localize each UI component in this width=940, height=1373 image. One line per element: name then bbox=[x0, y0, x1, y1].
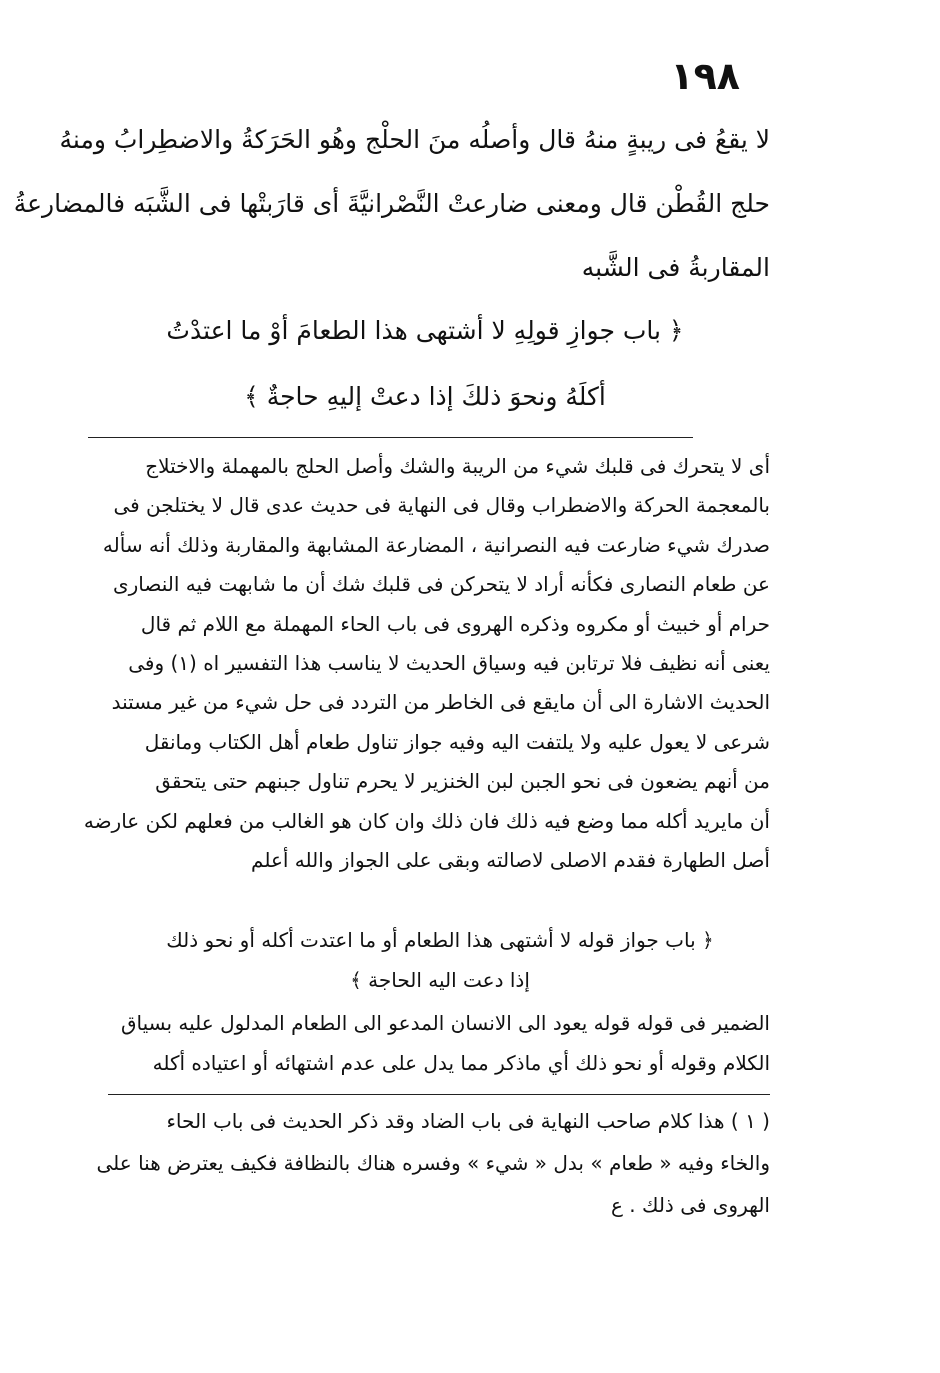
matn-heading-line: أكلَهُ ونحوَ ذلكَ إذا دعتْ إليهِ حاجةٌ ﴾ bbox=[244, 382, 606, 411]
commentary-line: الكلام وقوله أو نحو ذلك أي ماذكر مما يدل على عدم اشتهائه أو اعتياده أكله bbox=[152, 1051, 770, 1075]
commentary-line: صدرك شيء ضارعت فيه النصرانية ، المضارعة المشابهة والمقاربة وذلك أنه سأله bbox=[102, 532, 770, 557]
commentary-line: أن مايريد أكله مما وضع فيه ذلك فان ذلك وان كان هو الغالب من فعلهم لكن عارضه bbox=[83, 808, 770, 833]
matn-line: حلج القُطْن قال ومعنى ضارعتْ النَّصْرانيَّةَ أى قارَبتْها فى الشَّبَه فالمضارعةُ bbox=[13, 189, 770, 218]
commentary-line: الضمير فى قوله قوله يعود الى الانسان المدعو الى الطعام المدلول عليه بسياق bbox=[120, 1011, 770, 1035]
commentary-text bbox=[83, 447, 770, 880]
matn-line: المقاربةُ فى الشَّبه bbox=[581, 253, 770, 282]
matn-heading-line: ﴿ باب جوازِ قولِهِ لا أشتهى هذا الطعامَ أوْ ما اعتدْتُ bbox=[166, 316, 684, 345]
matn-text bbox=[13, 108, 770, 300]
matn-line: لا يقعُ فى ريبةٍ منهُ قال وأصلُه منَ الحلْج وهُو الحَرَكةُ والاضطِرابُ ومنهُ bbox=[59, 125, 770, 154]
separator-rule bbox=[88, 437, 693, 438]
footnote-line: والخاء وفيه « طعام » بدل « شيء » وفسره هناك بالنظافة فكيف يعترض هنا على bbox=[96, 1151, 770, 1175]
commentary-line: أصل الطهارة فقدم الاصلى لاصالته وبقى على الجواز والله أعلم bbox=[251, 847, 770, 872]
footnote-line: ( ١ ) هذا كلام صاحب النهاية فى باب الضاد وقد ذكر الحديث فى باب الحاء bbox=[166, 1109, 770, 1133]
commentary-chapter-heading bbox=[140, 920, 740, 1000]
footnote bbox=[95, 1100, 770, 1226]
commentary-line: شرعى لا يعول عليه ولا يلتفت اليه وفيه جواز تناول طعام أهل الكتاب ومانقل bbox=[144, 729, 770, 754]
matn-chapter-heading bbox=[160, 298, 690, 430]
commentary-line: حرام أو خبيث أو مكروه وذكره الهروى فى باب الحاء المهملة مع اللام ثم قال bbox=[140, 611, 770, 636]
footnote-line: الهروى فى ذلك . ع bbox=[610, 1193, 770, 1217]
commentary-text-continued bbox=[95, 1003, 770, 1083]
commentary-line: الحديث الاشارة الى أن مايقع فى الخاطر من التردد فى حل شيء من غير مستند bbox=[111, 690, 770, 715]
commentary-line: أى لا يتحرك فى قلبك شيء من الريبة والشك وأصل الحلج بالمهملة والاختلاج bbox=[145, 454, 770, 478]
commentary-line: يعنى أنه نظيف فلا ترتابن فيه وسياق الحديث لا يناسب هذا التفسير اه (١) وفى bbox=[128, 650, 770, 675]
commentary-line: من أنهم يضعون فى نحو الجبن لبن الخنزير لا يحرم تناول جبنهم حتى يتحقق bbox=[155, 769, 770, 794]
commentary-line: عن طعام النصارى فكأنه أراد لا يتحركن فى قلبك شك أن ما شابهت فيه النصارى bbox=[112, 572, 770, 597]
page-number: ١٩٨ bbox=[670, 54, 740, 98]
footnote-separator-rule bbox=[108, 1094, 770, 1095]
commentary-heading-line: ﴿ باب جواز قوله لا أشتهى هذا الطعام أو ما اعتدت أكله أو نحو ذلك bbox=[166, 928, 714, 952]
commentary-line: بالمعجمة الحركة والاضطراب وقال فى النهاية فى حديث عدى قال لا يختلجن فى bbox=[113, 493, 770, 518]
commentary-heading-line: إذا دعت اليه الحاجة ﴾ bbox=[350, 968, 530, 992]
